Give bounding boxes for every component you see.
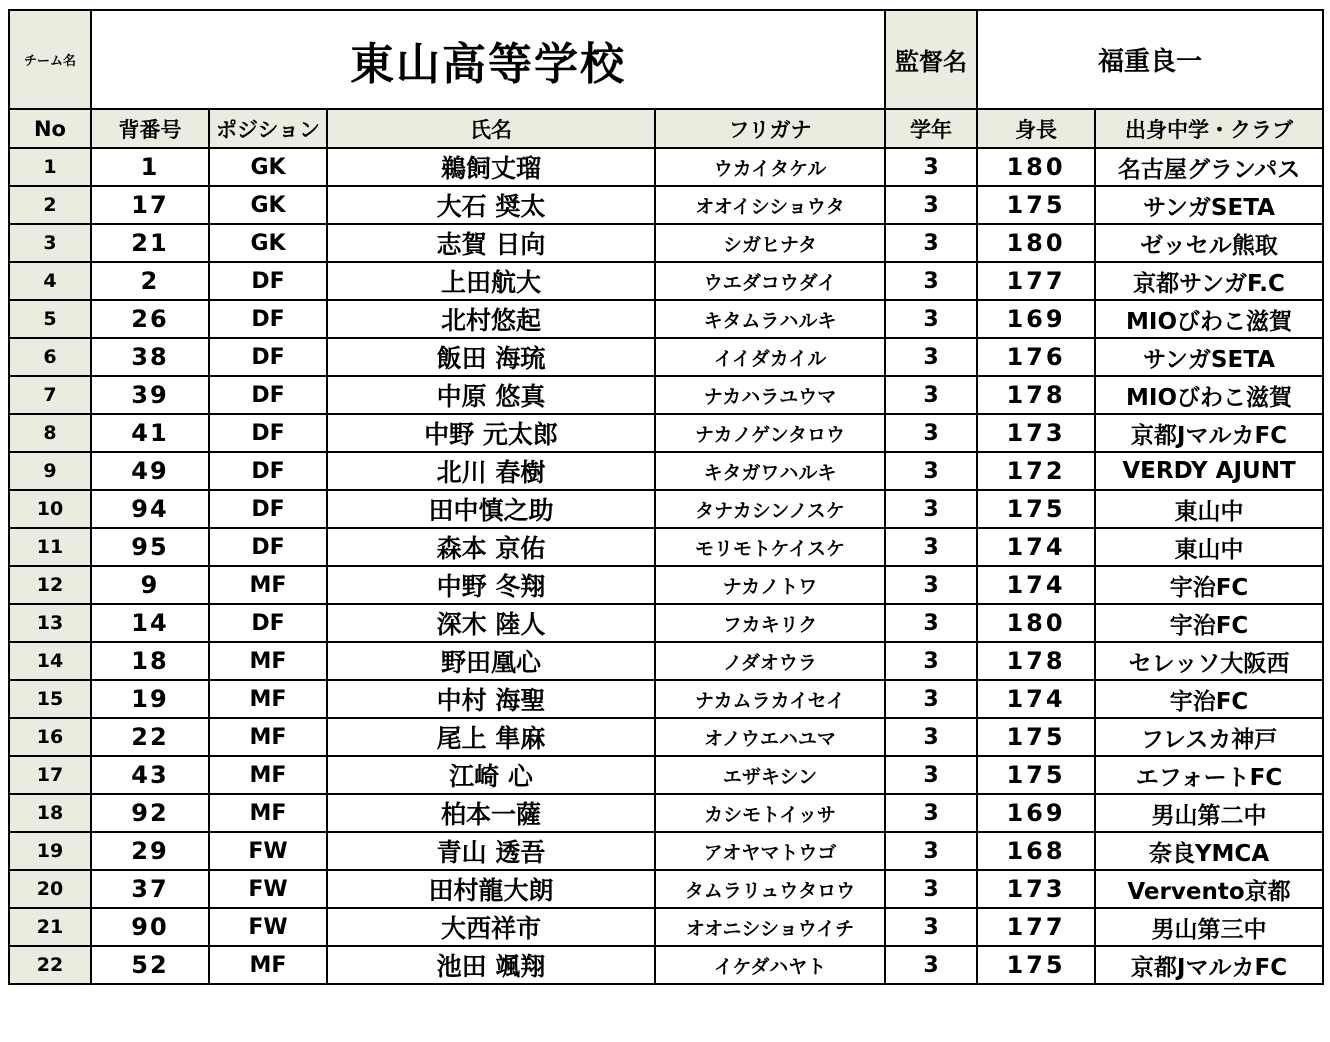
player-number: 90 xyxy=(91,908,209,946)
player-height: 175 xyxy=(977,490,1095,528)
player-name: 森本 京佑 xyxy=(327,528,655,566)
player-furigana: ノダオウラ xyxy=(655,642,885,680)
player-furigana: アオヤマトウゴ xyxy=(655,832,885,870)
table-row xyxy=(9,566,1323,604)
table-row xyxy=(9,604,1323,642)
player-grade: 3 xyxy=(885,148,977,186)
player-club: 京都JマルカFC xyxy=(1095,946,1323,984)
player-furigana: オノウエハユマ xyxy=(655,718,885,756)
player-name: 中原 悠真 xyxy=(327,376,655,414)
player-furigana: キタガワハルキ xyxy=(655,452,885,490)
player-number: 29 xyxy=(91,832,209,870)
player-no: 7 xyxy=(9,376,91,414)
table-row xyxy=(9,338,1323,376)
player-position: DF xyxy=(209,262,327,300)
player-height: 178 xyxy=(977,642,1095,680)
player-furigana: カシモトイッサ xyxy=(655,794,885,832)
player-position: DF xyxy=(209,528,327,566)
player-grade: 3 xyxy=(885,490,977,528)
title-row xyxy=(9,10,1323,109)
player-height: 172 xyxy=(977,452,1095,490)
player-no: 15 xyxy=(9,680,91,718)
player-position: MF xyxy=(209,718,327,756)
player-furigana: ナカノトワ xyxy=(655,566,885,604)
player-grade: 3 xyxy=(885,414,977,452)
player-furigana: タムラリュウタロウ xyxy=(655,870,885,908)
player-no: 10 xyxy=(9,490,91,528)
table-row xyxy=(9,148,1323,186)
player-furigana: ウエダコウダイ xyxy=(655,262,885,300)
player-position: MF xyxy=(209,642,327,680)
player-grade: 3 xyxy=(885,642,977,680)
player-club: 名古屋グランパス xyxy=(1095,148,1323,186)
player-grade: 3 xyxy=(885,566,977,604)
player-club: ゼッセル熊取 xyxy=(1095,224,1323,262)
player-number: 17 xyxy=(91,186,209,224)
header-position: ポジション xyxy=(209,109,327,148)
table-row xyxy=(9,490,1323,528)
player-number: 92 xyxy=(91,794,209,832)
table-row xyxy=(9,414,1323,452)
player-club: 男山第三中 xyxy=(1095,908,1323,946)
player-position: DF xyxy=(209,490,327,528)
player-position: DF xyxy=(209,338,327,376)
player-name: 田中慎之助 xyxy=(327,490,655,528)
player-number: 9 xyxy=(91,566,209,604)
player-grade: 3 xyxy=(885,604,977,642)
player-furigana: エザキシン xyxy=(655,756,885,794)
player-club: 奈良YMCA xyxy=(1095,832,1323,870)
table-row xyxy=(9,908,1323,946)
player-club: MIOびわこ滋賀 xyxy=(1095,300,1323,338)
player-name: 上田航大 xyxy=(327,262,655,300)
player-position: DF xyxy=(209,414,327,452)
player-position: MF xyxy=(209,946,327,984)
player-position: MF xyxy=(209,756,327,794)
player-furigana: イケダハヤト xyxy=(655,946,885,984)
player-no: 11 xyxy=(9,528,91,566)
header-no: No xyxy=(9,109,91,148)
coach-label: 監督名 xyxy=(885,10,977,109)
player-club: 宇治FC xyxy=(1095,604,1323,642)
player-grade: 3 xyxy=(885,452,977,490)
player-grade: 3 xyxy=(885,680,977,718)
player-position: GK xyxy=(209,224,327,262)
player-name: 田村龍大朗 xyxy=(327,870,655,908)
player-club: 東山中 xyxy=(1095,490,1323,528)
player-name: 江崎 心 xyxy=(327,756,655,794)
player-no: 1 xyxy=(9,148,91,186)
player-height: 180 xyxy=(977,224,1095,262)
player-club: 宇治FC xyxy=(1095,566,1323,604)
player-club: 男山第二中 xyxy=(1095,794,1323,832)
player-no: 8 xyxy=(9,414,91,452)
player-number: 21 xyxy=(91,224,209,262)
player-club: エフォートFC xyxy=(1095,756,1323,794)
player-number: 52 xyxy=(91,946,209,984)
player-height: 178 xyxy=(977,376,1095,414)
table-row xyxy=(9,300,1323,338)
player-club: 東山中 xyxy=(1095,528,1323,566)
player-club: 京都サンガF.C xyxy=(1095,262,1323,300)
player-name: 大西祥市 xyxy=(327,908,655,946)
player-grade: 3 xyxy=(885,756,977,794)
player-name: 大石 奨太 xyxy=(327,186,655,224)
player-name: 青山 透吾 xyxy=(327,832,655,870)
player-height: 175 xyxy=(977,718,1095,756)
table-row xyxy=(9,642,1323,680)
player-name: 深木 陸人 xyxy=(327,604,655,642)
player-position: MF xyxy=(209,794,327,832)
table-row xyxy=(9,756,1323,794)
player-height: 175 xyxy=(977,756,1095,794)
player-number: 18 xyxy=(91,642,209,680)
header-height: 身長 xyxy=(977,109,1095,148)
player-grade: 3 xyxy=(885,870,977,908)
player-furigana: ナカハラユウマ xyxy=(655,376,885,414)
player-furigana: タナカシンノスケ xyxy=(655,490,885,528)
coach-name: 福重良一 xyxy=(977,10,1323,109)
player-no: 5 xyxy=(9,300,91,338)
player-name: 鵜飼丈瑠 xyxy=(327,148,655,186)
player-height: 180 xyxy=(977,604,1095,642)
player-height: 169 xyxy=(977,300,1095,338)
player-position: FW xyxy=(209,908,327,946)
player-position: MF xyxy=(209,680,327,718)
player-no: 17 xyxy=(9,756,91,794)
player-number: 39 xyxy=(91,376,209,414)
table-row xyxy=(9,376,1323,414)
player-position: DF xyxy=(209,604,327,642)
player-furigana: シガヒナタ xyxy=(655,224,885,262)
player-height: 175 xyxy=(977,186,1095,224)
header-number: 背番号 xyxy=(91,109,209,148)
player-no: 22 xyxy=(9,946,91,984)
player-furigana: ナカノゲンタロウ xyxy=(655,414,885,452)
player-name: 野田凰心 xyxy=(327,642,655,680)
player-furigana: オオイシショウタ xyxy=(655,186,885,224)
player-name: 北村悠起 xyxy=(327,300,655,338)
player-height: 169 xyxy=(977,794,1095,832)
player-club: セレッソ大阪西 xyxy=(1095,642,1323,680)
player-position: GK xyxy=(209,186,327,224)
table-row xyxy=(9,452,1323,490)
player-position: DF xyxy=(209,376,327,414)
player-name: 中村 海聖 xyxy=(327,680,655,718)
player-no: 13 xyxy=(9,604,91,642)
player-height: 174 xyxy=(977,566,1095,604)
player-height: 177 xyxy=(977,262,1095,300)
player-club: Vervento京都 xyxy=(1095,870,1323,908)
player-no: 9 xyxy=(9,452,91,490)
player-number: 43 xyxy=(91,756,209,794)
table-row xyxy=(9,832,1323,870)
player-grade: 3 xyxy=(885,832,977,870)
team-name: 東山高等学校 xyxy=(91,10,885,109)
player-grade: 3 xyxy=(885,794,977,832)
player-no: 2 xyxy=(9,186,91,224)
player-name: 尾上 隼麻 xyxy=(327,718,655,756)
player-number: 19 xyxy=(91,680,209,718)
player-height: 174 xyxy=(977,680,1095,718)
player-number: 14 xyxy=(91,604,209,642)
player-no: 6 xyxy=(9,338,91,376)
player-number: 37 xyxy=(91,870,209,908)
player-furigana: ナカムラカイセイ xyxy=(655,680,885,718)
player-no: 18 xyxy=(9,794,91,832)
header-grade: 学年 xyxy=(885,109,977,148)
player-grade: 3 xyxy=(885,300,977,338)
player-number: 38 xyxy=(91,338,209,376)
player-height: 180 xyxy=(977,148,1095,186)
table-row xyxy=(9,186,1323,224)
player-height: 177 xyxy=(977,908,1095,946)
table-row xyxy=(9,262,1323,300)
player-name: 池田 颯翔 xyxy=(327,946,655,984)
player-position: MF xyxy=(209,566,327,604)
player-height: 176 xyxy=(977,338,1095,376)
player-position: FW xyxy=(209,832,327,870)
player-grade: 3 xyxy=(885,376,977,414)
player-club: サンガSETA xyxy=(1095,338,1323,376)
player-position: DF xyxy=(209,300,327,338)
player-height: 174 xyxy=(977,528,1095,566)
header-club: 出身中学・クラブ xyxy=(1095,109,1323,148)
player-grade: 3 xyxy=(885,186,977,224)
player-no: 21 xyxy=(9,908,91,946)
table-row xyxy=(9,718,1323,756)
table-row xyxy=(9,794,1323,832)
player-no: 12 xyxy=(9,566,91,604)
player-club: フレスカ神戸 xyxy=(1095,718,1323,756)
player-no: 4 xyxy=(9,262,91,300)
player-number: 2 xyxy=(91,262,209,300)
team-label: チーム名 xyxy=(9,10,91,109)
player-grade: 3 xyxy=(885,262,977,300)
player-no: 3 xyxy=(9,224,91,262)
player-club: 京都JマルカFC xyxy=(1095,414,1323,452)
header-name: 氏名 xyxy=(327,109,655,148)
table-row xyxy=(9,870,1323,908)
player-grade: 3 xyxy=(885,224,977,262)
table-row xyxy=(9,224,1323,262)
player-furigana: モリモトケイスケ xyxy=(655,528,885,566)
player-name: 中野 元太郎 xyxy=(327,414,655,452)
player-number: 1 xyxy=(91,148,209,186)
player-no: 19 xyxy=(9,832,91,870)
player-club: VERDY AJUNT xyxy=(1095,452,1323,490)
player-name: 柏本一薩 xyxy=(327,794,655,832)
player-number: 41 xyxy=(91,414,209,452)
player-grade: 3 xyxy=(885,946,977,984)
player-grade: 3 xyxy=(885,718,977,756)
table-row xyxy=(9,946,1323,984)
player-furigana: キタムラハルキ xyxy=(655,300,885,338)
player-height: 168 xyxy=(977,832,1095,870)
player-grade: 3 xyxy=(885,528,977,566)
player-no: 20 xyxy=(9,870,91,908)
player-furigana: ウカイタケル xyxy=(655,148,885,186)
player-position: GK xyxy=(209,148,327,186)
player-furigana: オオニシショウイチ xyxy=(655,908,885,946)
player-club: MIOびわこ滋賀 xyxy=(1095,376,1323,414)
table-row xyxy=(9,528,1323,566)
header-row xyxy=(9,109,1323,148)
player-height: 173 xyxy=(977,870,1095,908)
player-height: 173 xyxy=(977,414,1095,452)
player-furigana: フカキリク xyxy=(655,604,885,642)
player-name: 志賀 日向 xyxy=(327,224,655,262)
player-no: 16 xyxy=(9,718,91,756)
player-number: 94 xyxy=(91,490,209,528)
table-row xyxy=(9,680,1323,718)
player-name: 飯田 海琉 xyxy=(327,338,655,376)
player-furigana: イイダカイル xyxy=(655,338,885,376)
player-club: サンガSETA xyxy=(1095,186,1323,224)
player-number: 26 xyxy=(91,300,209,338)
player-name: 中野 冬翔 xyxy=(327,566,655,604)
player-grade: 3 xyxy=(885,338,977,376)
player-position: DF xyxy=(209,452,327,490)
player-club: 宇治FC xyxy=(1095,680,1323,718)
player-number: 49 xyxy=(91,452,209,490)
player-position: FW xyxy=(209,870,327,908)
player-no: 14 xyxy=(9,642,91,680)
player-number: 95 xyxy=(91,528,209,566)
roster-table xyxy=(8,9,1324,985)
header-furigana: フリガナ xyxy=(655,109,885,148)
player-number: 22 xyxy=(91,718,209,756)
player-grade: 3 xyxy=(885,908,977,946)
player-name: 北川 春樹 xyxy=(327,452,655,490)
player-height: 175 xyxy=(977,946,1095,984)
